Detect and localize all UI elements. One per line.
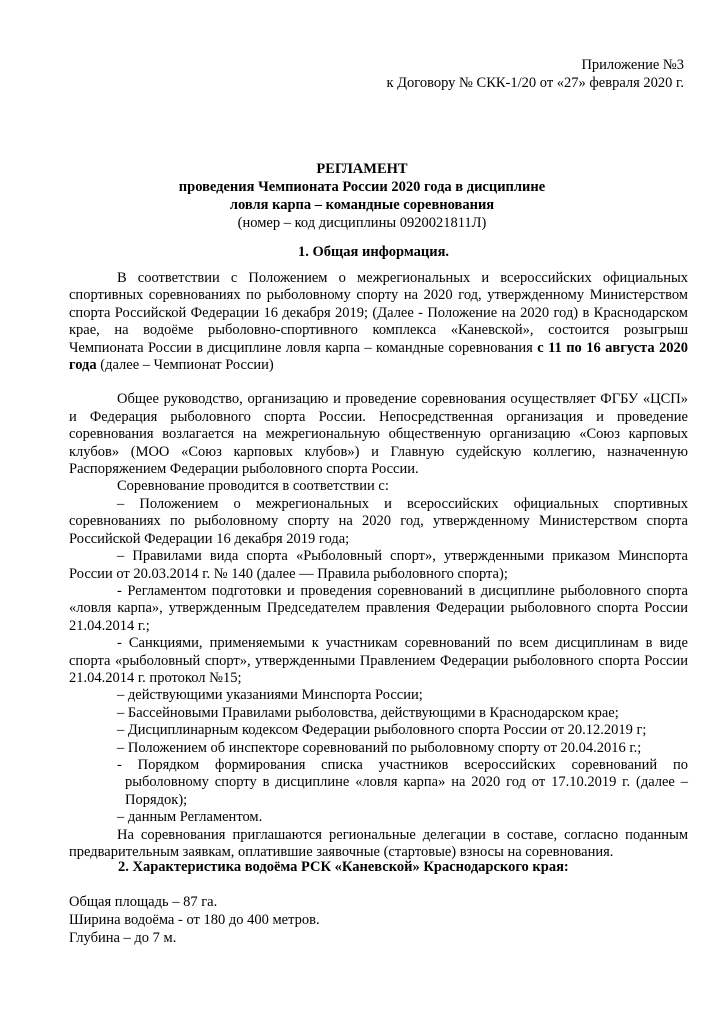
reservoir-depth: Глубина – до 7 м. — [69, 930, 177, 946]
section-2-heading: 2. Характеристика водоёма РСК «Каневской» Краснодарского края: — [118, 859, 569, 875]
paragraph-invitation: На соревнования приглашаются региональные делегации в составе, согласно поданным предварительным заявкам, оплатившие заявочные (стартовые) взносы на соревнования. — [69, 826, 688, 860]
reservoir-area: Общая площадь – 87 га. — [69, 894, 218, 910]
intro-text: В соответствии с Положением о межрегиональных и всероссийских официальных спортивных соревнованиях по рыболовному спорту на 2020 год, утвержденному Министерством спорта Российской Федерации 16 декабря 2019; (Далее - Положение на 2020 год) в Краснодарском крае, на водоёме рыболовно-спортивного комплекса «Каневской», состоится розыгрыш Чемпионата России в дисциплине ловля карпа – командные соревнования — [69, 270, 688, 356]
list-item: – Положением об инспекторе соревнований по рыболовному спорту от 20.04.2016 г.; — [117, 739, 642, 756]
list-item: – Бассейновыми Правилами рыболовства, действующими в Краснодарском крае; — [117, 704, 619, 721]
list-item: - Регламентом подготовки и проведения соревнований в дисциплине рыболовного спорта «ловля карпа», утвержденным Председателем правления Федерации рыболовного спорта России 21.04.2014 г.; — [69, 582, 688, 634]
paragraph-compliance: Соревнование проводится в соответствии с: — [117, 478, 389, 495]
discipline-code: (номер – код дисциплины 0920021811Л) — [237, 215, 487, 231]
list-item: – данным Регламентом. — [117, 809, 263, 826]
title-reglament: РЕГЛАМЕНТ — [316, 161, 408, 177]
list-item: – действующими указаниями Минспорта России; — [117, 687, 423, 704]
section-1-heading: 1. Общая информация. — [298, 244, 450, 260]
list-item: – Дисциплинарным кодексом Федерации рыболовного спорта России от 20.12.2019 г; — [117, 722, 647, 739]
list-item: – Правилами вида спорта «Рыболовный спорт», утвержденными приказом Минспорта России от 20.03.2014 г. № 140 (далее — Правила рыболовного спорта); — [69, 548, 688, 582]
list-item: - Санкциями, применяемыми к участникам соревнований по всем дисциплинам в виде спорта «рыболовный спорт», утвержденными Правлением Федерации рыболовного спорта России 21.04.2014 г. протокол №15; — [69, 635, 688, 686]
intro-text-end: (далее – Чемпионат России) — [96, 357, 274, 374]
paragraph-intro — [69, 270, 688, 374]
paragraph-organization: Общее руководство, организацию и проведение соревнования осуществляет ФГБУ «ЦСП» и Федерация рыболовного спорта России. Непосредственная организация и проведение соревнования возлагается на межрегиональную общественную организацию «Союз карповых клубов» (МОО «Союз карповых клубов») и Главную судейскую коллегию, назначенную Распоряжением Федерации рыболовного спорта России. — [69, 391, 688, 478]
section-1-body — [69, 270, 688, 861]
title-line-3: ловля карпа – командные соревнования — [229, 197, 495, 213]
reservoir-characteristics — [69, 893, 320, 947]
list-item: – Положением о межрегиональных и всероссийских официальных спортивных соревнованиях по рыболовному спорту на 2020 год, утвержденному Министерством спорта Российской Федерации 16 декабря 2019 года; — [69, 495, 688, 547]
reservoir-width: Ширина водоёма - от 180 до 400 метров. — [69, 912, 320, 928]
competition-dates: с 11 по 16 августа 2020 года — [69, 339, 688, 374]
appendix-number: Приложение №3 — [581, 57, 684, 73]
list-item: - Порядком формирования списка участников всероссийских соревнований по рыболовному спорту в дисциплине «ловля карпа» на 2020 год от 17.10.2019 г. (далее – Порядок); — [117, 756, 688, 808]
document-title — [0, 160, 724, 232]
title-line-2: проведения Чемпионата России 2020 года в дисциплине — [178, 179, 546, 195]
contract-reference: к Договору № СКК-1/20 от «27» февраля 2020 г. — [386, 75, 684, 91]
appendix-reference — [386, 56, 684, 92]
